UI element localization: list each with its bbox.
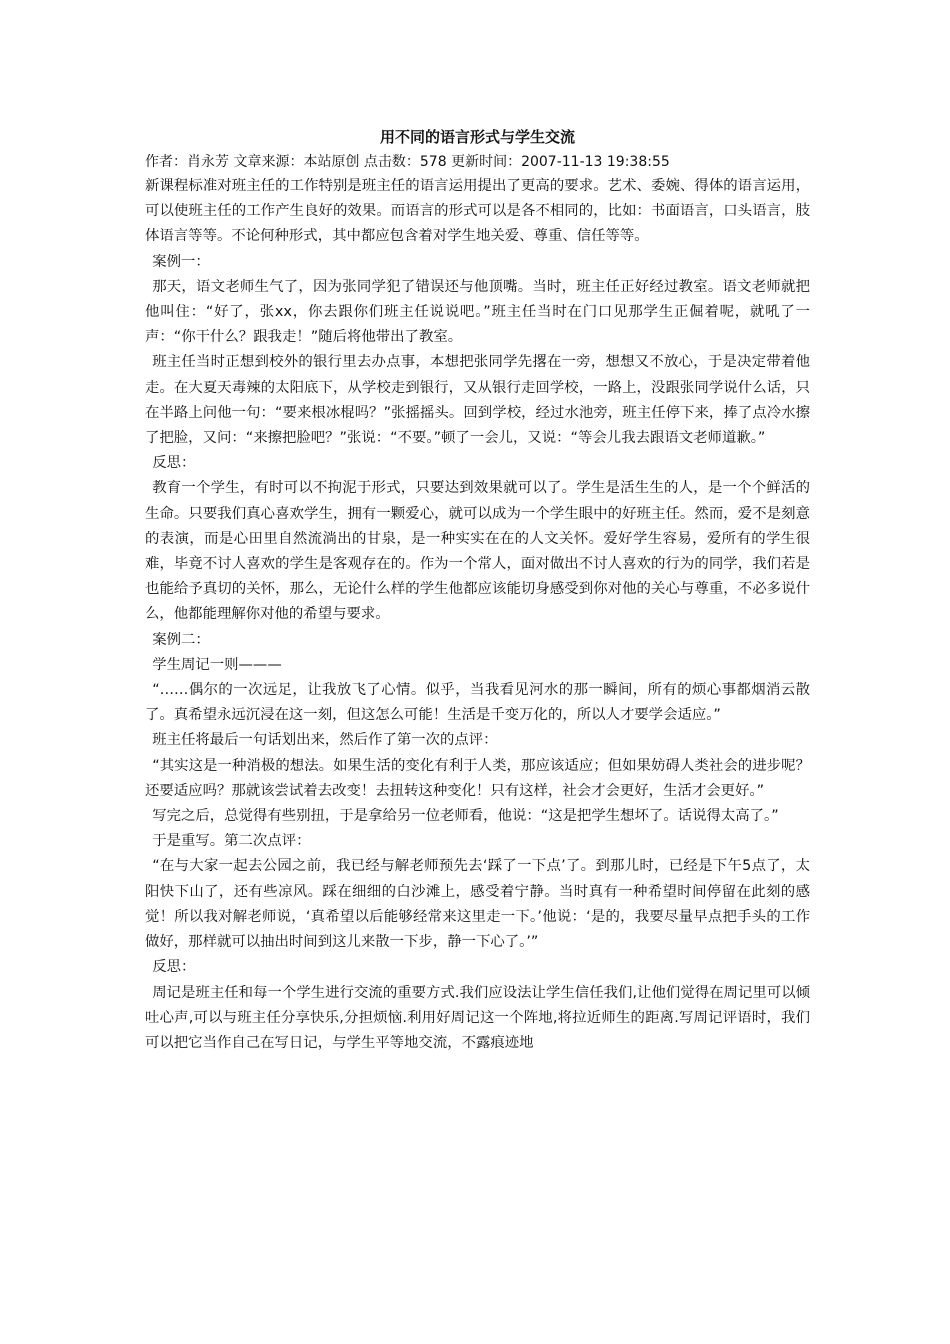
- paragraph-reflection-1: 教育一个学生，有时可以不拘泥于形式，只要达到效果就可以了。学生是活生生的人，是一个个鲜活的生命。只要我们真心喜欢学生，拥有一颗爱心，就可以成为一个学生眼中的好班主任。然而，爱不是刻意的表演，而是心田里自然流淌出的甘泉，是一种实实在在的人文关怀。爱好学生容易，爱所有的学生很难，毕竟不讨人喜欢的学生是客观存在的。作为一个常人，面对做出不讨人喜欢的行为的同学，我们若是也能给予真切的关怀，那么，无论什么样的学生他都应该能切身感受到你对他的关心与尊重，不必多说什么，他都能理解你对他的希望与要求。: [145, 480, 810, 623]
- document-title: 用不同的语言形式与学生交流: [379, 128, 575, 146]
- paragraph-journal-quote: “……偶尔的一次远足，让我放飞了心情。似乎，当我看见河水的那一瞬间，所有的烦心事都烟消云散了。真希望永远沉浸在这一刻，但这怎么可能！生活是千变万化的，所以人才要学会适应。”: [145, 682, 810, 724]
- paragraph-rewrite-intro: 于是重写。第二次点评：: [152, 833, 311, 850]
- paragraph-first-comment: “其实这是一种消极的想法。如果生活的变化有利于人类，那应该适应；但如果妨碍人类社会的进步呢？还要适应吗？那就该尝试着去改变！去扭转这种变化！只有这样，社会才会更好，生活才会更好。”: [145, 757, 810, 799]
- paragraph-first-comment-intro: 班主任将最后一句话划出来，然后作了第一次的点评：: [152, 732, 498, 749]
- article-meta: 作者：肖永芳 文章来源：本站原创 点击数：578 更新时间：2007-11-13 19:38:55: [145, 154, 670, 170]
- case-two-heading: 案例二：: [152, 631, 210, 648]
- paragraph-reflection-2: 周记是班主任和每一个学生进行交流的重要方式.我们应设法让学生信任我们,让他们觉得在周记里可以倾吐心声,可以与班主任分享快乐,分担烦恼.利用好周记这一个阵地,将拉近师生的距离.写周记评语时，我们可以把它当作自己在写日记，与学生平等地交流，不露痕迹地: [145, 984, 810, 1051]
- paragraph-case-one-story: 那天，语文老师生气了，因为张同学犯了错误还与他顶嘴。当时，班主任正好经过教室。语文老师就把他叫住：“好了，张xx，你去跟你们班主任说说吧。”班主任当时在门口见那学生正倔着呢，就吼了一声：“你干什么？跟我走！”随后将他带出了教室。: [145, 278, 810, 346]
- reflection-heading-1: 反思：: [152, 455, 196, 472]
- paragraph-colleague-feedback: 写完之后，总觉得有些别扭，于是拿给另一位老师看，他说：“这是把学生想坏了。话说得太高了。”: [152, 808, 779, 825]
- document-page: [145, 124, 810, 1056]
- weekly-journal-label: 学生周记一则———: [152, 656, 282, 673]
- paragraph-case-one-walk: 班主任当时正想到校外的银行里去办点事，本想把张同学先撂在一旁，想想又不放心，于是决定带着他走。在大夏天毒辣的太阳底下，从学校走到银行，又从银行走回学校，一路上，没跟张同学说什么话，只在半路上问他一句：“要来根冰棍吗？”张摇摇头。回到学校，经过水池旁，班主任停下来，捧了点冷水擦了把脸，又问：“来擦把脸吧？”张说：“不要。”顿了一会儿，又说：“等会儿我去跟语文老师道歉。”: [145, 354, 810, 447]
- paragraph-intro: 新课程标准对班主任的工作特别是班主任的语言运用提出了更高的要求。艺术、委婉、得体的语言运用，可以使班主任的工作产生良好的效果。而语言的形式可以是各不相同的，比如：书面语言，口头语言，肢体语言等等。不论何种形式，其中都应包含着对学生地关爱、尊重、信任等等。: [145, 178, 810, 245]
- case-one-heading: 案例一：: [152, 253, 210, 270]
- reflection-heading-2: 反思：: [152, 959, 196, 976]
- paragraph-second-comment: “在与大家一起去公园之前，我已经与解老师预先去‘踩了一下点’了。到那儿时，已经是下午5点了，太阳快下山了，还有些凉风。踩在细细的白沙滩上，感受着宁静。当时真有一种希望时间停留在此刻的感觉！所以我对解老师说，‘真希望以后能够经常来这里走一下。’他说：‘是的，我要尽量早点把手头的工作做好，那样就可以抽出时间到这儿来散一下步，静一下心了。’”: [145, 858, 810, 951]
